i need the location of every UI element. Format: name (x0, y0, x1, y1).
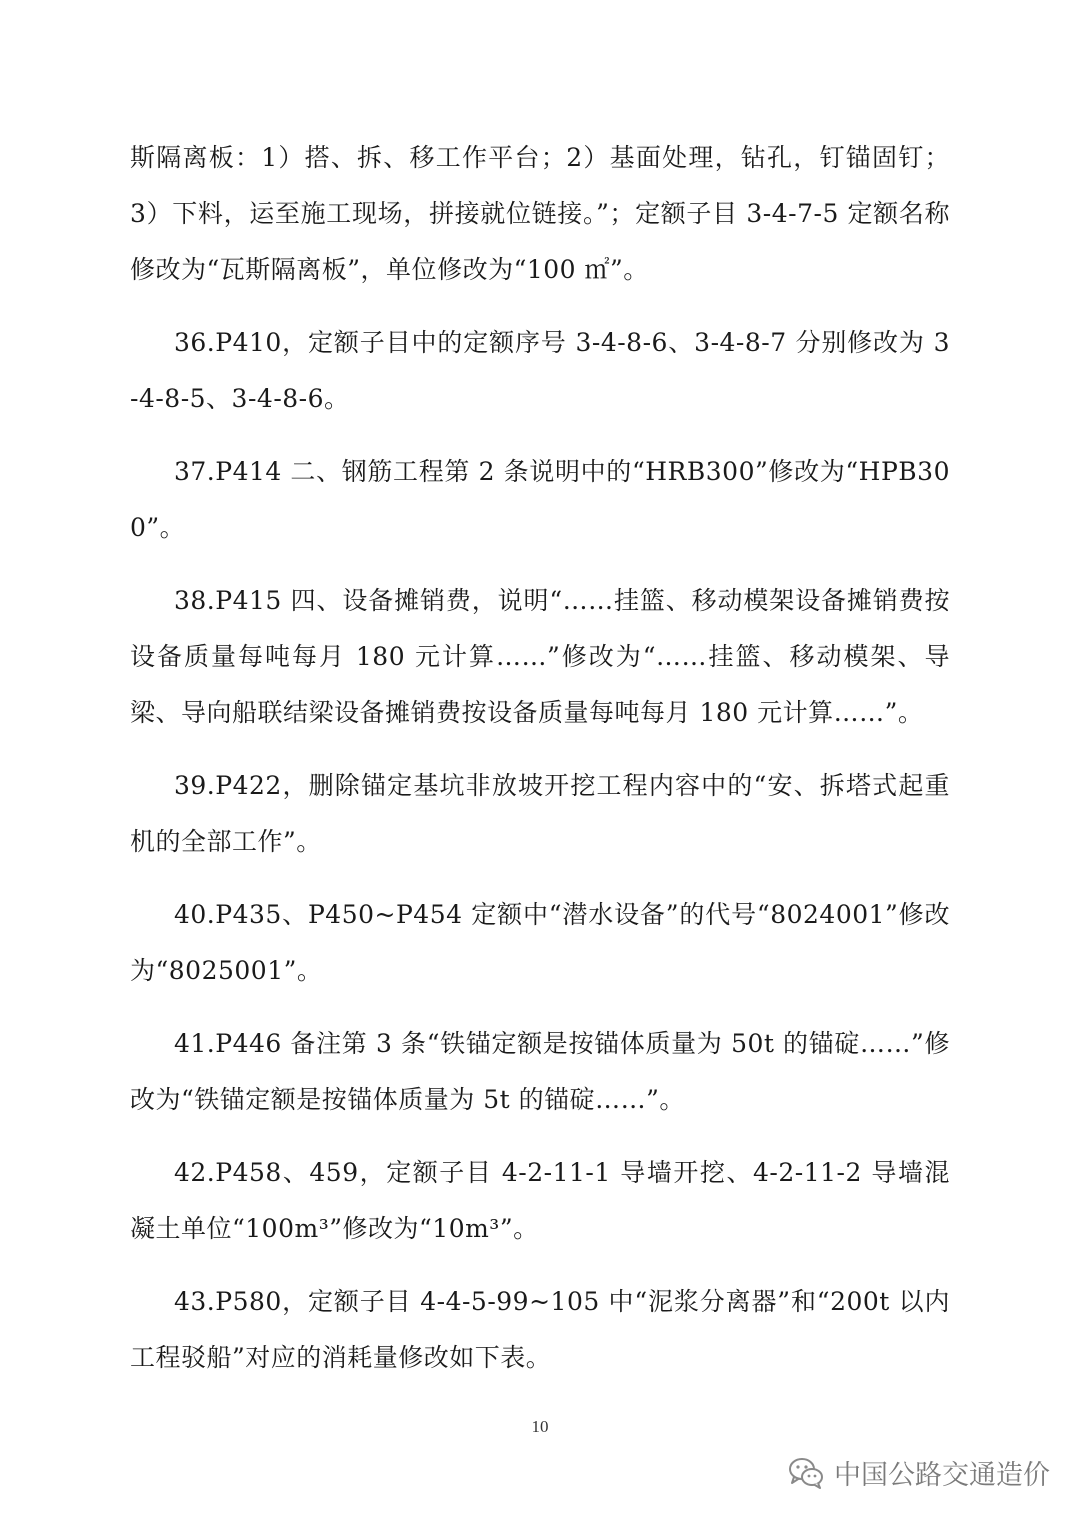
page-number: 10 (531, 1417, 549, 1436)
watermark-text: 中国公路交通造价 (834, 1460, 1050, 1491)
paragraph-40: 40.P435、P450~P454 定额中“潜水设备”的代号“8024001”修改为“8025001”。 (130, 900, 950, 985)
paragraph-37: 37.P414 二、钢筋工程第 2 条说明中的“HRB300”修改为“HPB300”。 (130, 457, 950, 542)
watermark (788, 1453, 1050, 1492)
paragraph-43: 43.P580，定额子目 4-4-5-99~105 中“泥浆分离器”和“200t 以内工程驳船”对应的消耗量修改如下表。 (130, 1287, 950, 1372)
paragraph-39: 39.P422，删除锚定基坑非放坡开挖工程内容中的“安、拆塔式起重机的全部工作”。 (130, 771, 950, 856)
paragraph-36: 36.P410，定额子目中的定额序号 3-4-8-6、3-4-8-7 分别修改为 3-4-8-5、3-4-8-6。 (130, 328, 950, 413)
paragraph-41: 41.P446 备注第 3 条“铁锚定额是按锚体质量为 50t 的锚碇……”修改为“铁锚定额是按锚体质量为 5t 的锚碇……”。 (130, 1029, 950, 1114)
paragraph-38: 38.P415 四、设备摊销费，说明“……挂篮、移动模架设备摊销费按设备质量每吨每月 180 元计算……”修改为“……挂篮、移动模架、导梁、导向船联结梁设备摊销费按设备质量每吨每月 180 元计算……”。 (130, 586, 950, 727)
document-body (130, 130, 950, 1403)
paragraph-35-continued: 斯隔离板：1）搭、拆、移工作平台；2）基面处理，钻孔，钉锚固钉；3）下料，运至施工现场，拼接就位链接。”；定额子目 3-4-7-5 定额名称修改为“瓦斯隔离板”，单位修改为“100 ㎡”。 (130, 143, 950, 284)
paragraph-42: 42.P458、459，定额子目 4-2-11-1 导墙开挖、4-2-11-2 导墙混凝土单位“100m³”修改为“10m³”。 (130, 1158, 950, 1243)
wechat-icon (788, 1457, 824, 1489)
